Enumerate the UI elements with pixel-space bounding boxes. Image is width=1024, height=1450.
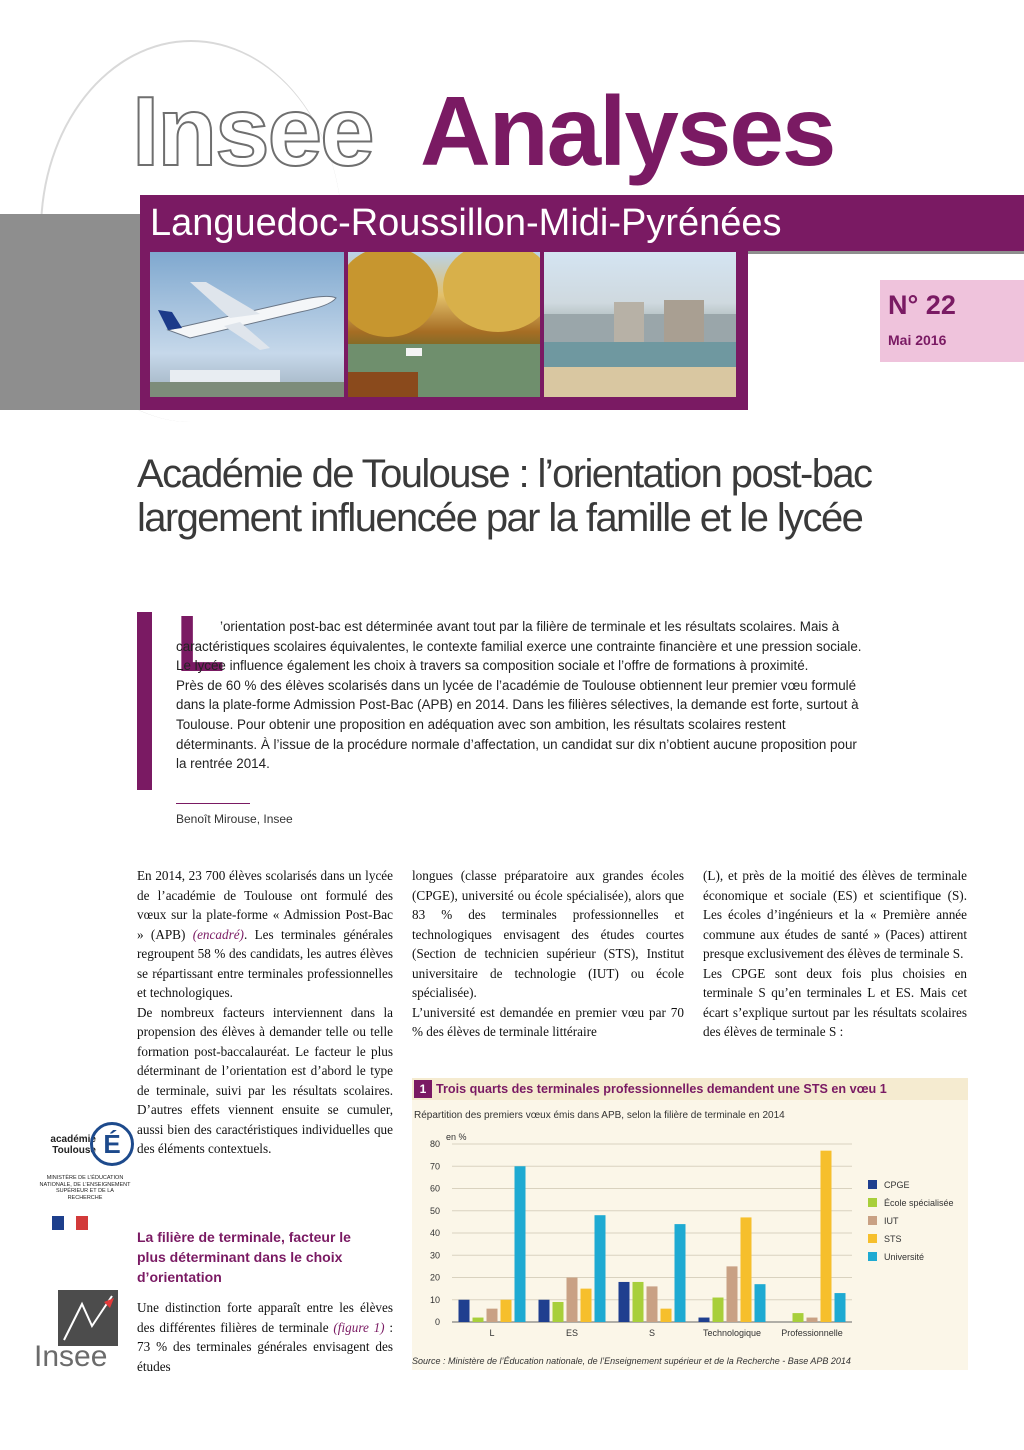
body-paragraph: De nombreux facteurs interviennent dans la propension des élèves à demander telle ou telle formation post-baccalauréat. Le facteur le plus déterminant de l’orientation est d’abord le type de terminale, suivi par les résultats scolaires. D’autres effets viennent ensuite se cumuler, aussi bien des caractéristiques individuelles que des éléments contextuels.	[137, 1004, 393, 1156]
lead-accent-bar	[137, 612, 152, 790]
issue-date: Mai 2016	[888, 332, 947, 348]
lead-text	[176, 617, 870, 774]
body-text: . Les terminales générales regroupent 58 % des candidats, les autres élèves se répartissant entre terminales professionnelles et technologiques.	[137, 926, 393, 1000]
body-text: Une distinction forte apparaît entre les élèves des différentes filières de terminale	[137, 1300, 393, 1335]
bar	[619, 1282, 630, 1322]
bar	[647, 1286, 658, 1322]
bar	[675, 1224, 686, 1322]
header-gray-band	[0, 214, 140, 410]
x-tick-label: ES	[565, 1328, 579, 1338]
x-tick-label: S	[648, 1328, 656, 1338]
y-tick-label: 40	[429, 1228, 440, 1238]
bar	[727, 1266, 738, 1322]
body-text: : 73 % des terminales générales envisagent des études	[137, 1319, 393, 1374]
author: Benoît Mirouse, Insee	[176, 812, 293, 826]
x-tick-label: L	[489, 1328, 495, 1338]
figure-number: 1	[414, 1080, 432, 1098]
bar	[661, 1309, 672, 1322]
bar	[633, 1282, 644, 1322]
y-tick-label: 10	[429, 1294, 440, 1305]
bar	[755, 1284, 766, 1322]
section-heading: La filière de terminale, facteur le plus déterminant dans le choix d’orientation	[137, 1229, 351, 1285]
bar	[807, 1318, 818, 1322]
legend-label: CPGE	[884, 1180, 910, 1190]
french-flag-icon	[52, 1216, 88, 1230]
legend-label: STS	[884, 1234, 902, 1244]
column-1	[137, 866, 393, 1159]
lead-paragraph-1: ’orientation post-bac est déterminée avant tout par la filière de terminale et les résultats scolaires. Mais à caractéristiques scolaires équivalentes, le contexte familial exerce une contrainte financière et une pression sociale. Le lycée influence également les choix à travers sa composition sociale et l’offre de formations à proximité.	[176, 619, 862, 674]
body-paragraph: L’université est demandée en premier vœu par 70 % des élèves de terminale littéraire	[412, 1004, 684, 1039]
brand-insee: Insee	[132, 76, 373, 186]
y-tick-label: 50	[429, 1205, 440, 1216]
bar	[713, 1298, 724, 1322]
y-tick-label: 30	[429, 1250, 440, 1261]
bar	[459, 1300, 470, 1322]
region-name: Languedoc-Roussillon-Midi-Pyrénées	[150, 202, 782, 244]
bar-chart	[412, 1124, 968, 1354]
legend-swatch	[868, 1252, 877, 1261]
photo-airplane	[150, 252, 344, 397]
y-tick-label: 0	[434, 1317, 440, 1327]
encadre-link[interactable]: (encadré)	[192, 926, 244, 942]
legend-swatch	[868, 1216, 877, 1225]
figure-subtitle: Répartition des premiers vœux émis dans APB, selon la filière de terminale en 2014	[414, 1110, 785, 1121]
photo-beach-resort	[544, 252, 736, 397]
body-paragraph: longues (classe préparatoire aux grandes écoles (CPGE), université ou école spécialisée), alors que 83 % des terminales professionnelles et technologiques envisagent des études courtes (Section de technicien supérieur (STS), Institut universitaire de technologie (IUT) ou école spécialisée).	[412, 868, 684, 1000]
bar	[501, 1300, 512, 1322]
legend-label: Université	[884, 1252, 925, 1262]
legend-label: IUT	[884, 1216, 899, 1226]
insee-logo-text: Insee	[34, 1340, 108, 1373]
ministry-logo-text: MINISTÈRE DE L’ÉDUCATION NATIONALE, DE L’ENSEIGNEMENT SUPÉRIEUR ET DE LA RECHERCHE	[39, 1175, 131, 1201]
figure-title: Trois quarts des terminales professionnelles demandent une STS en vœu 1	[436, 1082, 887, 1096]
photo-park-canal	[348, 252, 540, 397]
body-paragraph	[137, 866, 393, 1003]
y-tick-label: 80	[429, 1139, 440, 1149]
bar	[553, 1302, 564, 1322]
y-tick-label: 70	[429, 1161, 440, 1172]
article-title: Académie de Toulouse : l’orientation post-bac largement influencée par la famille et le lycée	[137, 452, 872, 540]
legend-swatch	[868, 1198, 877, 1207]
bar	[515, 1166, 526, 1322]
y-axis-label: en %	[446, 1132, 467, 1142]
body-paragraph	[137, 1298, 393, 1376]
bar	[567, 1278, 578, 1323]
figure-link[interactable]: (figure 1)	[333, 1319, 385, 1335]
x-tick-label: Technologique	[702, 1328, 762, 1338]
legend-swatch	[868, 1234, 877, 1243]
bar	[473, 1318, 484, 1322]
issue-number: N° 22	[888, 290, 956, 320]
author-rule	[176, 803, 250, 804]
bar	[539, 1300, 550, 1322]
legend-swatch	[868, 1180, 877, 1189]
figure-source: Source : Ministère de l’Éducation nationale, de l’Enseignement supérieur et de la Recherche - Base APB 2014	[412, 1356, 851, 1366]
insee-logo-icon	[58, 1290, 118, 1346]
body-paragraph: Les CPGE sont deux fois plus choisies en terminale S qu’en terminales L et ES. Mais cet écart s’explique surtout par les résultats scolaires des élèves de terminale S :	[703, 965, 967, 1039]
body-text: En 2014, 23 700 élèves scolarisés dans un lycée de l’académie de Toulouse ont formulé des vœux sur la plate-forme « Admission Post-Bac » (APB)	[137, 868, 393, 942]
column-3	[703, 866, 967, 1042]
lead-dropcap: L	[176, 599, 225, 688]
bar	[741, 1217, 752, 1322]
bar	[821, 1151, 832, 1322]
y-tick-label: 60	[429, 1183, 440, 1194]
academie-logo-icon: É	[90, 1122, 134, 1166]
brand-analyses: Analyses	[420, 76, 835, 186]
bar	[835, 1293, 846, 1322]
column-2	[412, 866, 684, 1042]
academie-logo-text: académie Toulouse	[50, 1134, 96, 1156]
bar	[793, 1313, 804, 1322]
body-paragraph: (L), et près de la moitié des élèves de terminale économique et sociale (ES) et scientifique (S). Les écoles d’ingénieurs et la « Première année commune aux études de santé » (Paces) attirent presque exclusivement des élèves de terminale S.	[703, 868, 967, 961]
x-tick-label: Professionnelle	[781, 1328, 843, 1338]
bar	[595, 1215, 606, 1322]
bar	[487, 1309, 498, 1322]
y-tick-label: 20	[429, 1272, 440, 1283]
bar	[699, 1318, 710, 1322]
legend-label: École spécialisée	[884, 1198, 954, 1208]
lead-paragraph-2: Près de 60 % des élèves scolarisés dans un lycée de l’académie de Toulouse obtiennent leur premier vœu formulé dans la plate-forme Admission Post-Bac (APB) en 2014. Dans les filières sélectives, la demande est forte, surtout à Toulouse. Pour obtenir une proposition en adéquation avec son ambition, les résultats scolaires restent déterminants. À l’issue de la procédure normale d’affectation, un candidat sur dix n’obtient aucune proposition pour la rentrée 2014.	[176, 677, 859, 772]
column-1-continued	[137, 1298, 393, 1376]
bar	[581, 1289, 592, 1322]
